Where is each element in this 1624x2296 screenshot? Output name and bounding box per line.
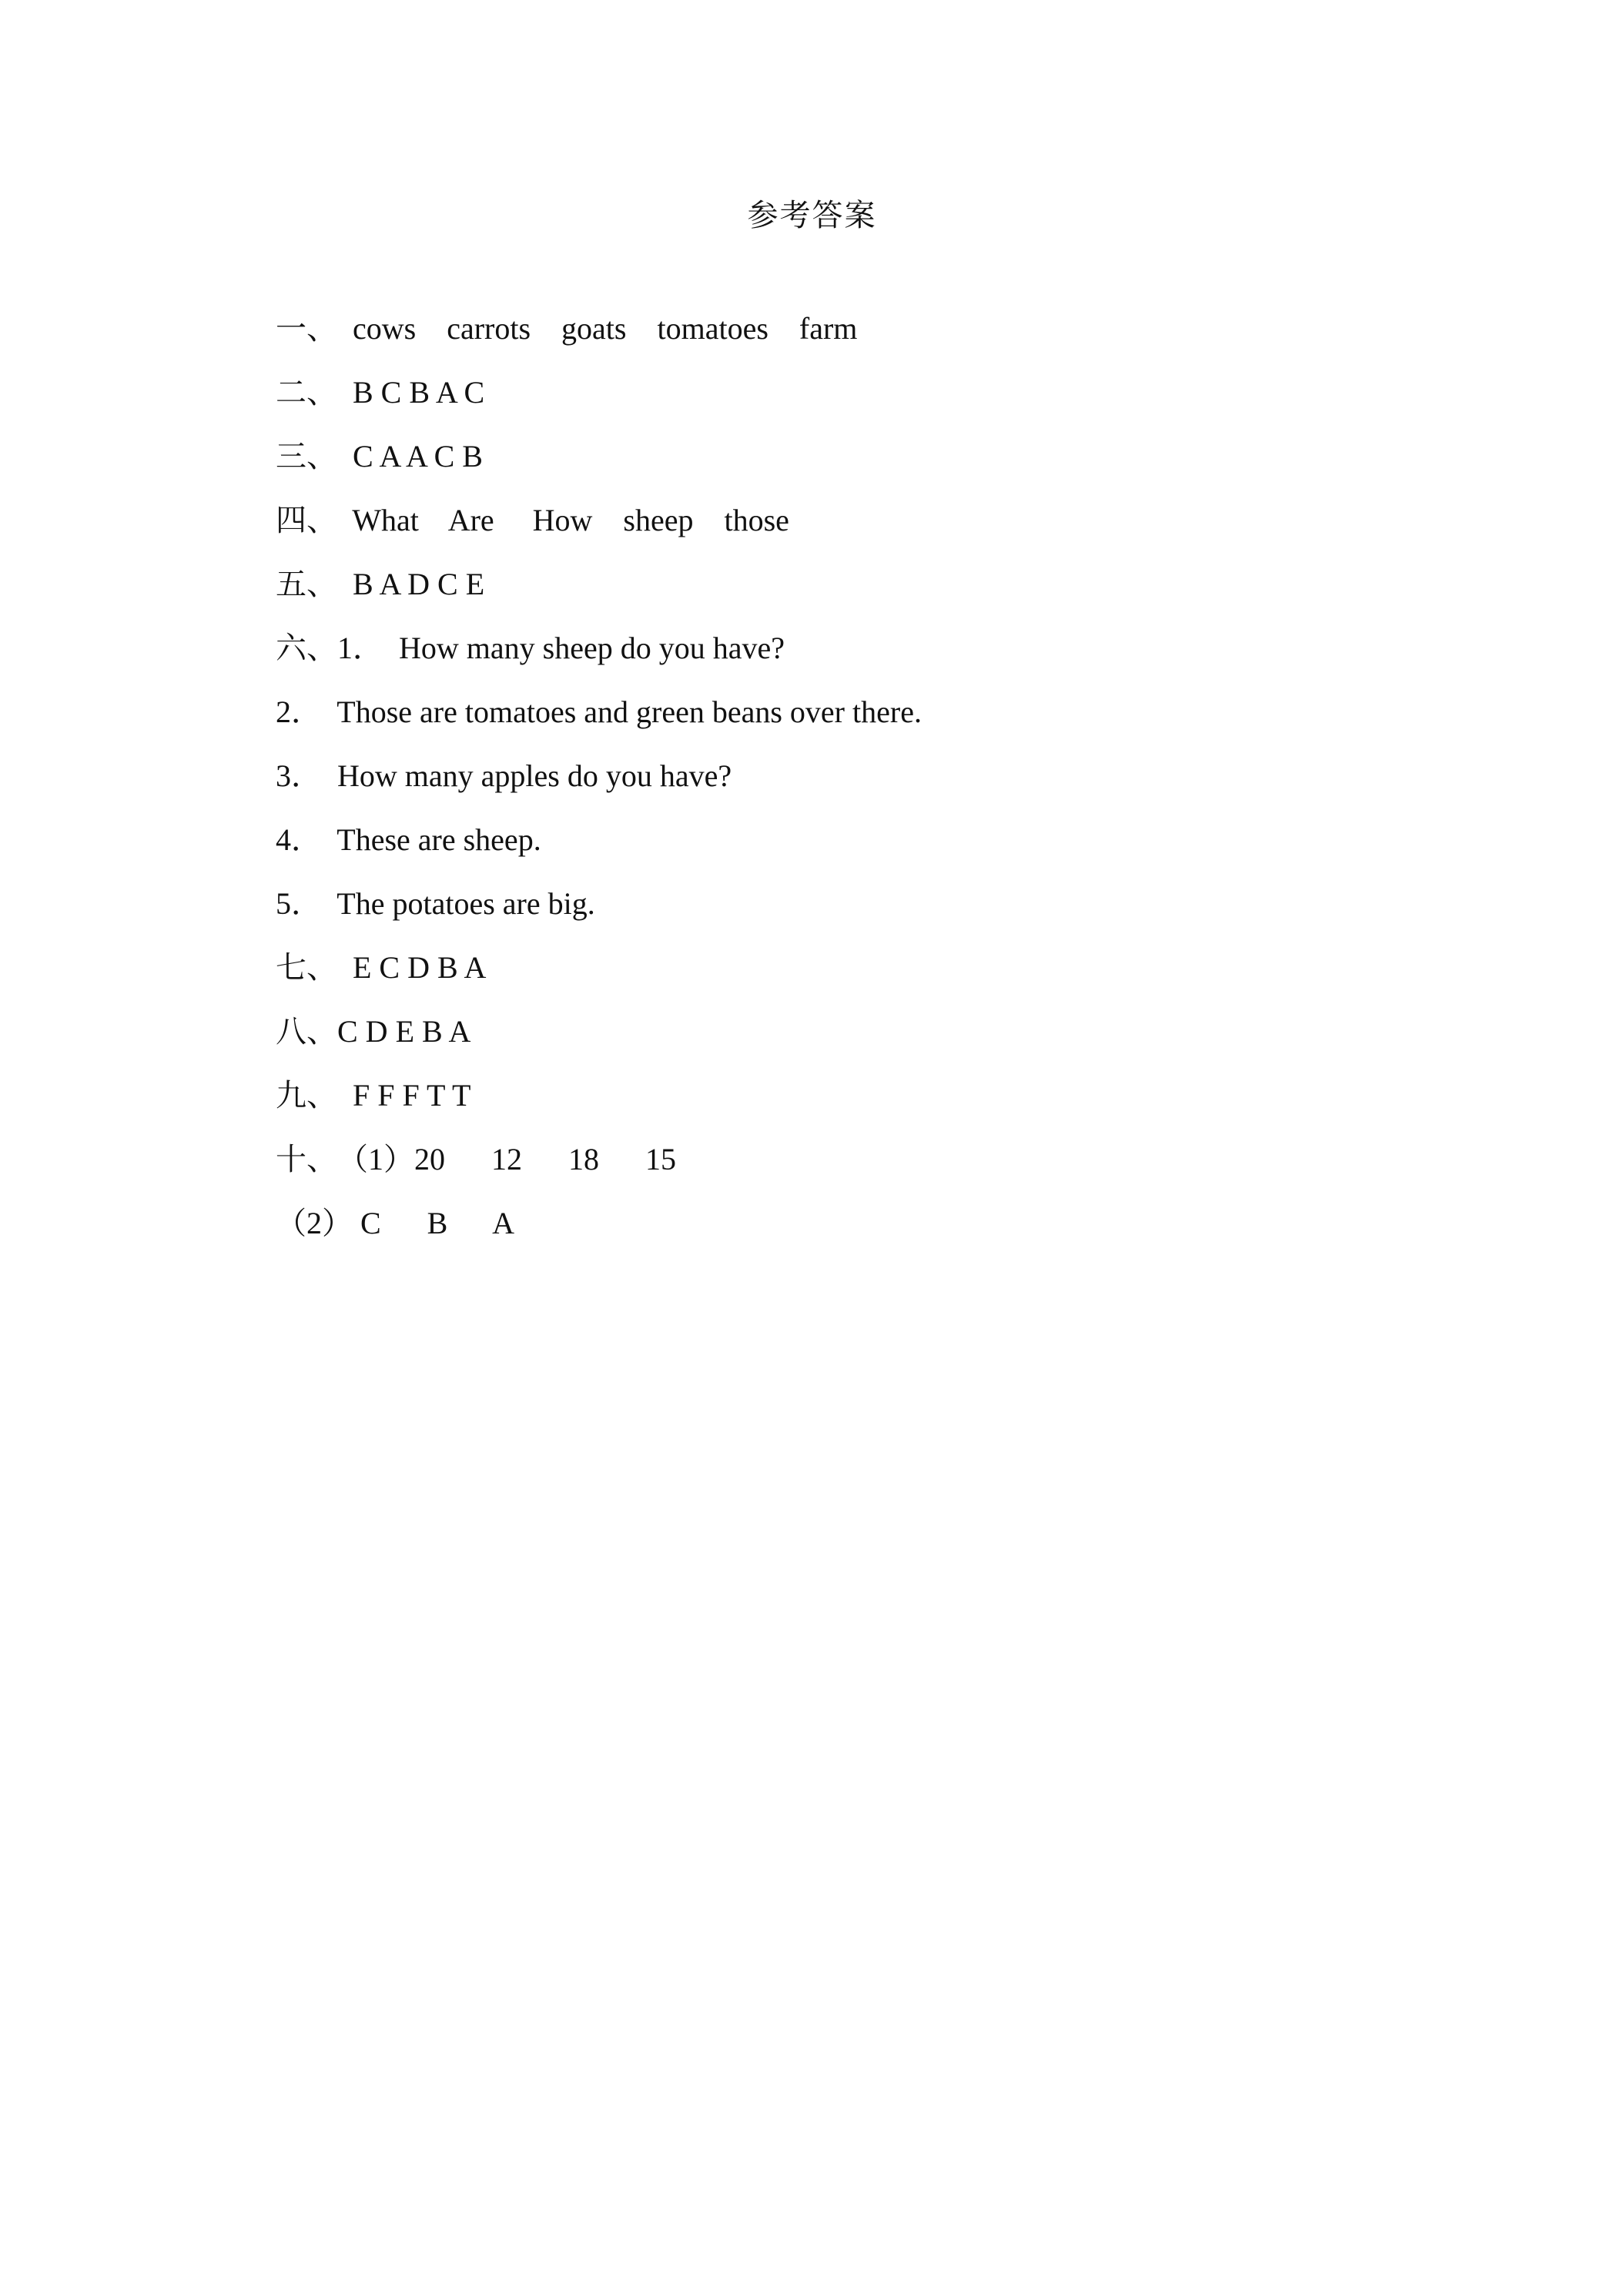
- answer-label: 九、: [276, 1078, 337, 1113]
- answer-line-3: [245, 387, 483, 474]
- answer-line-4: [245, 451, 789, 537]
- answer-line-12: [245, 962, 471, 1049]
- answer-label: 二、: [276, 375, 337, 410]
- answer-line-11: [245, 899, 487, 985]
- answer-text: Those are tomatoes and green beans over there.: [322, 694, 922, 729]
- answer-line-13: [245, 1026, 471, 1113]
- answer-line-8: [245, 707, 732, 793]
- answer-line-14: [245, 1090, 676, 1176]
- answer-label: 3．: [276, 758, 322, 793]
- answer-line-9: [245, 771, 541, 857]
- answer-text: （1）20 12 18 15: [337, 1142, 676, 1176]
- answer-text: E C D B A: [337, 950, 487, 985]
- answer-label: 5．: [276, 886, 322, 921]
- answer-label: 2．: [276, 694, 322, 729]
- answer-text: C B A: [353, 1206, 515, 1240]
- answer-label: 六、1．: [276, 631, 383, 665]
- answer-text: The potatoes are big.: [322, 886, 595, 921]
- answer-line-15: [245, 1154, 515, 1240]
- answer-line-2: [245, 323, 485, 410]
- answer-text: How many apples do you have?: [322, 758, 732, 793]
- answer-text: How many sheep do you have?: [383, 631, 785, 665]
- answer-text: F F F T T: [337, 1078, 471, 1113]
- answer-label: 一、: [276, 311, 337, 346]
- page-title: 参考答案: [747, 198, 877, 233]
- answer-label: （2）: [276, 1206, 353, 1240]
- answer-label: 八、: [276, 1014, 337, 1049]
- answer-text: C A A C B: [337, 439, 483, 474]
- answer-text: B A D C E: [337, 567, 485, 601]
- answer-text: cows carrots goats tomatoes farm: [337, 311, 858, 346]
- answer-line-7: [245, 643, 922, 729]
- answer-label: 三、: [276, 439, 337, 474]
- answer-label: 五、: [276, 567, 337, 601]
- answer-text: These are sheep.: [322, 822, 541, 857]
- answer-line-10: [245, 835, 595, 921]
- answer-label: 十、: [276, 1142, 337, 1176]
- answer-text: C D E B A: [337, 1014, 471, 1049]
- answer-line-1: [245, 259, 858, 346]
- answer-line-6: [245, 579, 785, 665]
- answer-label: 四、: [276, 503, 337, 537]
- answer-line-5: [245, 515, 485, 601]
- answer-text: What Are How sheep those: [337, 503, 789, 537]
- answer-text: B C B A C: [337, 375, 485, 410]
- answer-label: 4．: [276, 822, 322, 857]
- answer-label: 七、: [276, 950, 337, 985]
